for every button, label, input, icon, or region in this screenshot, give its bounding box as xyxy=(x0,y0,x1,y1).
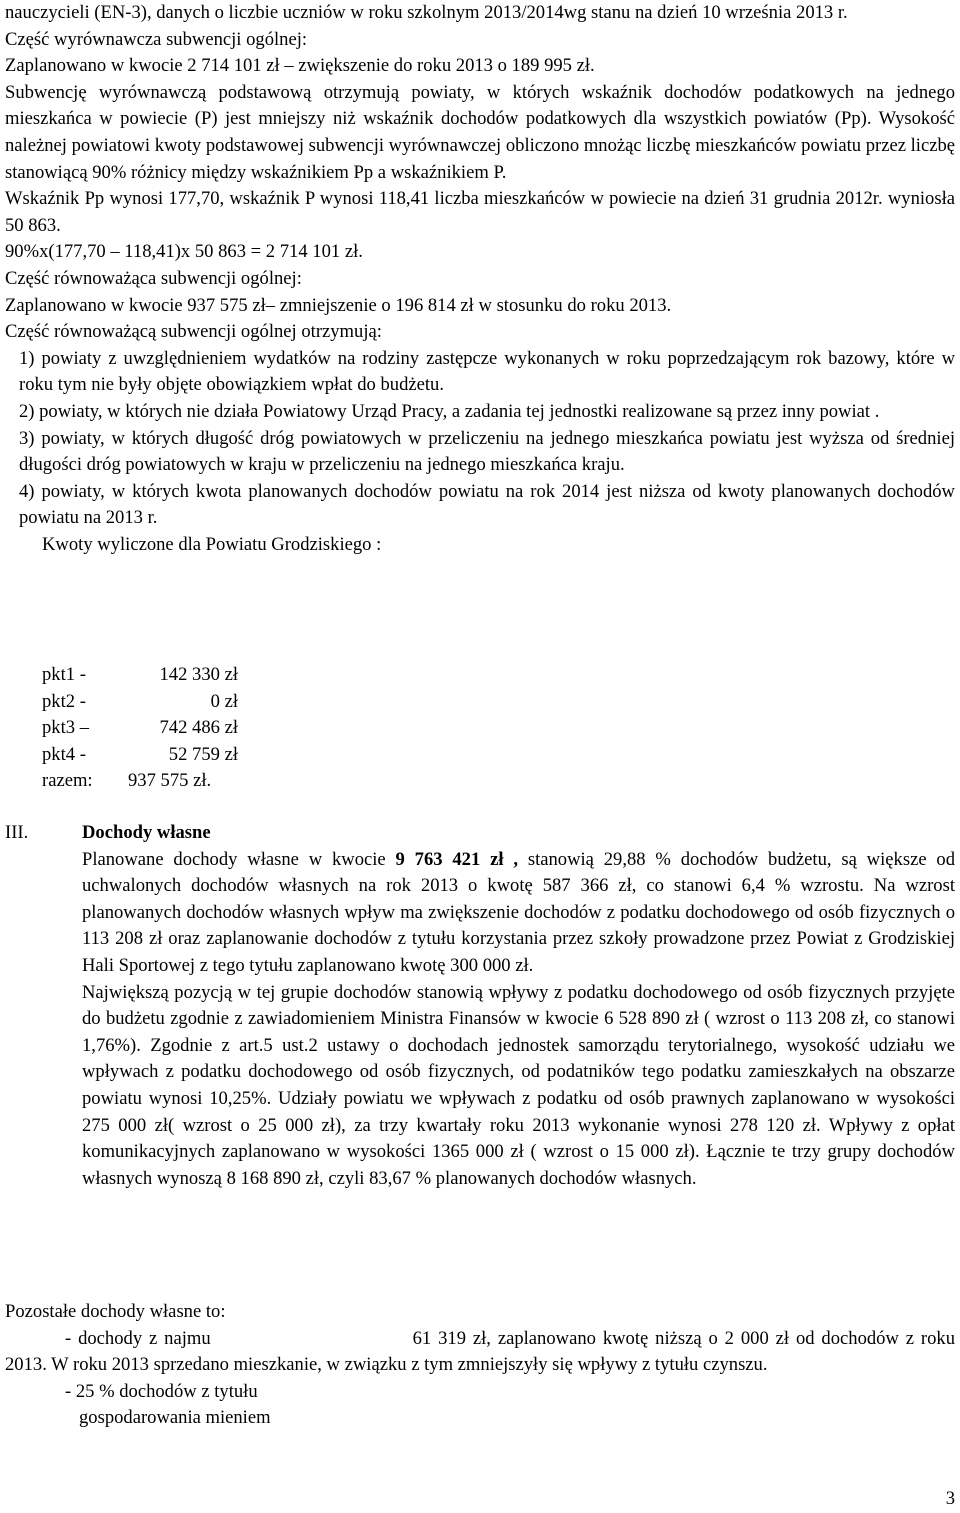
rownowazaca-who: Część równoważącą subwencji ogólnej otrzymują: xyxy=(5,321,382,343)
pozostale-heading: Pozostałe dochody własne to: xyxy=(5,1301,226,1322)
wskaznik-paragraph: Wskaźnik Pp wynosi 177,70, wskaźnik P wynosi 118,41 liczba mieszkańców w powiecie na dzień 31 grudnia 2012r. wyniosła 50 863. xyxy=(5,188,955,236)
amount-row xyxy=(42,742,238,769)
amount-row xyxy=(42,662,238,689)
wyrownawcza-heading: Część wyrównawcza subwencji ogólnej: xyxy=(5,28,308,50)
wyrownawcza-plan: Zaplanowano w kwocie 2 714 101 zł – zwiększenie do roku 2013 o 189 995 zł. xyxy=(5,55,595,77)
rownowazaca-plan: Zaplanowano w kwocie 937 575 zł– zmniejszenie o 196 814 zł w stosunku do roku 2013. xyxy=(5,294,672,316)
amount-label: pkt3 – xyxy=(42,717,90,738)
bottom-text-block xyxy=(5,1299,955,1432)
condition-4: 4) powiaty, w których kwota planowanych dochodów powiatu na rok 2014 jest niższa od kwoty planowanych dochodów powiatu na 2013 r. xyxy=(19,480,955,529)
amount-row xyxy=(42,689,238,716)
amount-value: 937 575 zł. xyxy=(128,770,212,791)
amount-label: razem: xyxy=(42,770,93,791)
najem-rest: 61 319 zł, zaplanowano kwotę niższą o 2 000 zł od dochodów z roku 2013. W roku 2013 sprzedano mieszkanie, w związku z tym zmniejszyły się wpływy z tytułu czynszu. xyxy=(5,1327,955,1376)
najem-label: - dochody z najmu xyxy=(65,1327,211,1349)
amount-row xyxy=(42,715,238,742)
p1-amount: 9 763 421 zł , xyxy=(395,848,518,870)
mienie-line-2: gospodarowania mieniem xyxy=(79,1407,271,1429)
condition-2: 2) powiaty, w których nie działa Powiatowy Urząd Pracy, a zadania tej jednostki realizowane są przez inny powiat . xyxy=(19,400,880,422)
rownowazaca-heading: Część równoważąca subwencji ogólnej: xyxy=(5,267,302,289)
amount-label: pkt4 - xyxy=(42,743,86,765)
wyrownawcza-body-b: Wysokość należnej powiatowi kwoty podstawowej subwencji wyrównawczej obliczono mnożąc liczbę mieszkańców powiatu przez liczbę stanowiącą 90% różnicy między wskaźnikiem Pp a wskaźnikiem P. xyxy=(5,108,956,183)
intro-paragraph: nauczycieli (EN-3), danych o liczbie uczniów w roku szkolnym 2013/2014wg stanu na dzień 10 września 2013 r. xyxy=(5,2,848,23)
amount-label: pkt2 - xyxy=(42,690,86,712)
amount-label: pkt1 - xyxy=(42,664,86,685)
amount-value: 742 486 zł xyxy=(159,717,238,738)
amount-value: 52 759 zł xyxy=(168,743,238,765)
section-title: Dochody własne xyxy=(82,822,211,843)
formula-line: 90%x(177,70 – 118,41)x 50 863 = 2 714 101 zł. xyxy=(5,241,363,263)
section-paragraph-1 xyxy=(82,847,955,980)
top-text-block xyxy=(5,0,955,558)
wyrownawcza-paragraph xyxy=(5,80,955,186)
p1-post: stanowią 29,88 % dochodów budżetu, są większe od uchwalonych dochodów własnych na rok 2013 o kwotę 587 366 zł, co stanowi 6,4 % wzrostu. Na wzrost planowanych dochodów własnych wpływ ma zwiększenie dochodów z podatku dochodowego od osób fizycznych o 113 208 zł oraz zaplanowanie dochodów z tytułu korzystania przez szkoły prowadzone przez Powiat z Grodziskiej Hali Sportowej z tego tytułu zaplanowano kwotę 300 000 zł. xyxy=(82,848,955,976)
najem-paragraph xyxy=(5,1326,955,1379)
section-number: III. xyxy=(5,822,29,843)
section-dochody-wlasne xyxy=(82,820,955,1192)
amount-value: 0 zł xyxy=(210,690,238,712)
amount-value: 142 330 zł xyxy=(159,664,238,685)
p1-pre: Planowane dochody własne w kwocie xyxy=(82,848,396,870)
condition-1: 1) powiaty z uwzględnieniem wydatków na rodziny zastępcze wykonanych w roku poprzedzającym rok bazowy, które w roku tym nie były objęte obowiązkiem wpłat do budżetu. xyxy=(19,347,955,396)
mienie-line-1: - 25 % dochodów z tytułu xyxy=(65,1380,258,1402)
kwoty-heading: Kwoty wyliczone dla Powiatu Grodziskiego : xyxy=(42,533,382,555)
wyrownawcza-body-a: Subwencję wyrównawczą podstawową otrzymują powiaty, w których wskaźnik dochodów podatkowych na jednego mieszkańca w powiecie (P) jest mniejszy niż wskaźnik dochodów podatkowych dla wszystkich powiatów (Pp). xyxy=(5,81,955,130)
amount-row xyxy=(42,768,238,795)
section-paragraph-2: Największą pozycją w tej grupie dochodów stanowią wpływy z podatku dochodowego od osób fizycznych przyjęte do budżetu zgodnie z zawiadomieniem Ministra Finansów w kwocie 6 528 890 zł ( wzrost o 113 208 zł, co stanowi 1,76%). Zgodnie z art.5 ust.2 ustawy o dochodach jednostek samorządu terytorialnego, wysokość udziału we wpływach z podatku dochodowego od osób fizycznych, od podatników tego podatku zamieszkałych na obszarze powiatu wynosi 10,25%. Udziały powiatu we wpływach z podatku od osób prawnych zaplanowano w wysokości 275 000 zł( wzrost o 25 000 zł), za trzy kwartały roku 2013 wykonanie wynosi 278 120 zł. Wpływy z opłat komunikacyjnych zaplanowano w wysokości 1365 000 zł ( wzrost o 15 000 zł). Łącznie te trzy grupy dochodów własnych wynoszą 8 168 890 zł, czyli 83,67 % planowanych dochodów własnych. xyxy=(82,981,955,1189)
amounts-table xyxy=(42,662,238,795)
condition-3: 3) powiaty, w których długość dróg powiatowych w przeliczeniu na jednego mieszkańca powiatu jest wyższa od średniej długości dróg powiatowych w kraju w przeliczeniu na jednego mieszkańca kraju. xyxy=(19,427,955,476)
page-number: 3 xyxy=(945,1488,955,1509)
